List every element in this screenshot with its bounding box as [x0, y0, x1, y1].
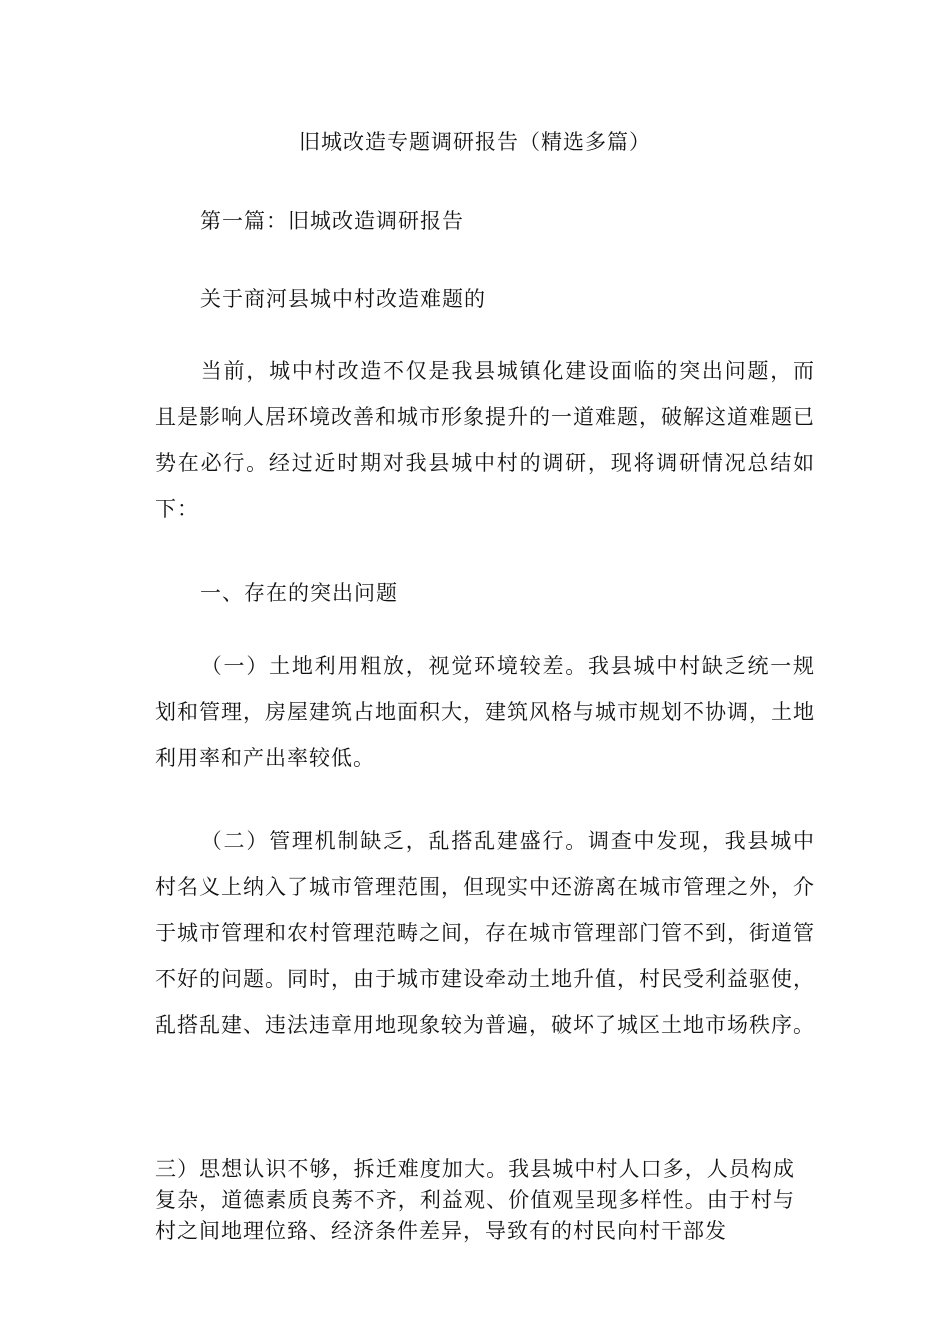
intro-text: 当前，城中村改造不仅是我县城镇化建设面临的突出问题，而且是影响人居环境改善和城市形象提升的一道难题，破解这道难题已势在必行。经过近时期对我县城中村的调研，现将调研情况总结如下： [155, 359, 815, 521]
item-three-text: 三）思想认识不够，拆迁难度加大。我县城中村人口多，人员构成复杂，道德素质良莠不齐，利益观、价值观呈现多样性。由于村与村之间地理位臵、经济条件差异，导致有的村民向村干部发 [155, 1157, 795, 1243]
item-three-paragraph [155, 1154, 795, 1247]
item-two-paragraph [155, 818, 815, 1048]
item-one-paragraph [155, 643, 815, 781]
section-heading: 第一篇：旧城改造调研报告 [200, 209, 464, 233]
document-title: 旧城改造专题调研报告（精选多篇） [299, 130, 651, 154]
part-one-heading: 一、存在的突出问题 [200, 581, 398, 605]
item-two-text: （二）管理机制缺乏，乱搭乱建盛行。调查中发现，我县城中村名义上纳入了城市管理范围，但现实中还游离在城市管理之外，介于城市管理和农村管理范畴之间，存在城市管理部门管不到，街道管不好的问题。同时，由于城市建设牵动土地升值，村民受利益驱使，乱搭乱建、违法违章用地现象较为普遍，破坏了城区土地市场秩序。 [155, 829, 815, 1037]
item-one-text: （一）土地利用粗放，视觉环境较差。我县城中村缺乏统一规划和管理，房屋建筑占地面积大，建筑风格与城市规划不协调，土地利用率和产出率较低。 [155, 654, 815, 770]
report-subtitle: 关于商河县城中村改造难题的 [200, 287, 486, 311]
intro-paragraph [155, 348, 815, 532]
